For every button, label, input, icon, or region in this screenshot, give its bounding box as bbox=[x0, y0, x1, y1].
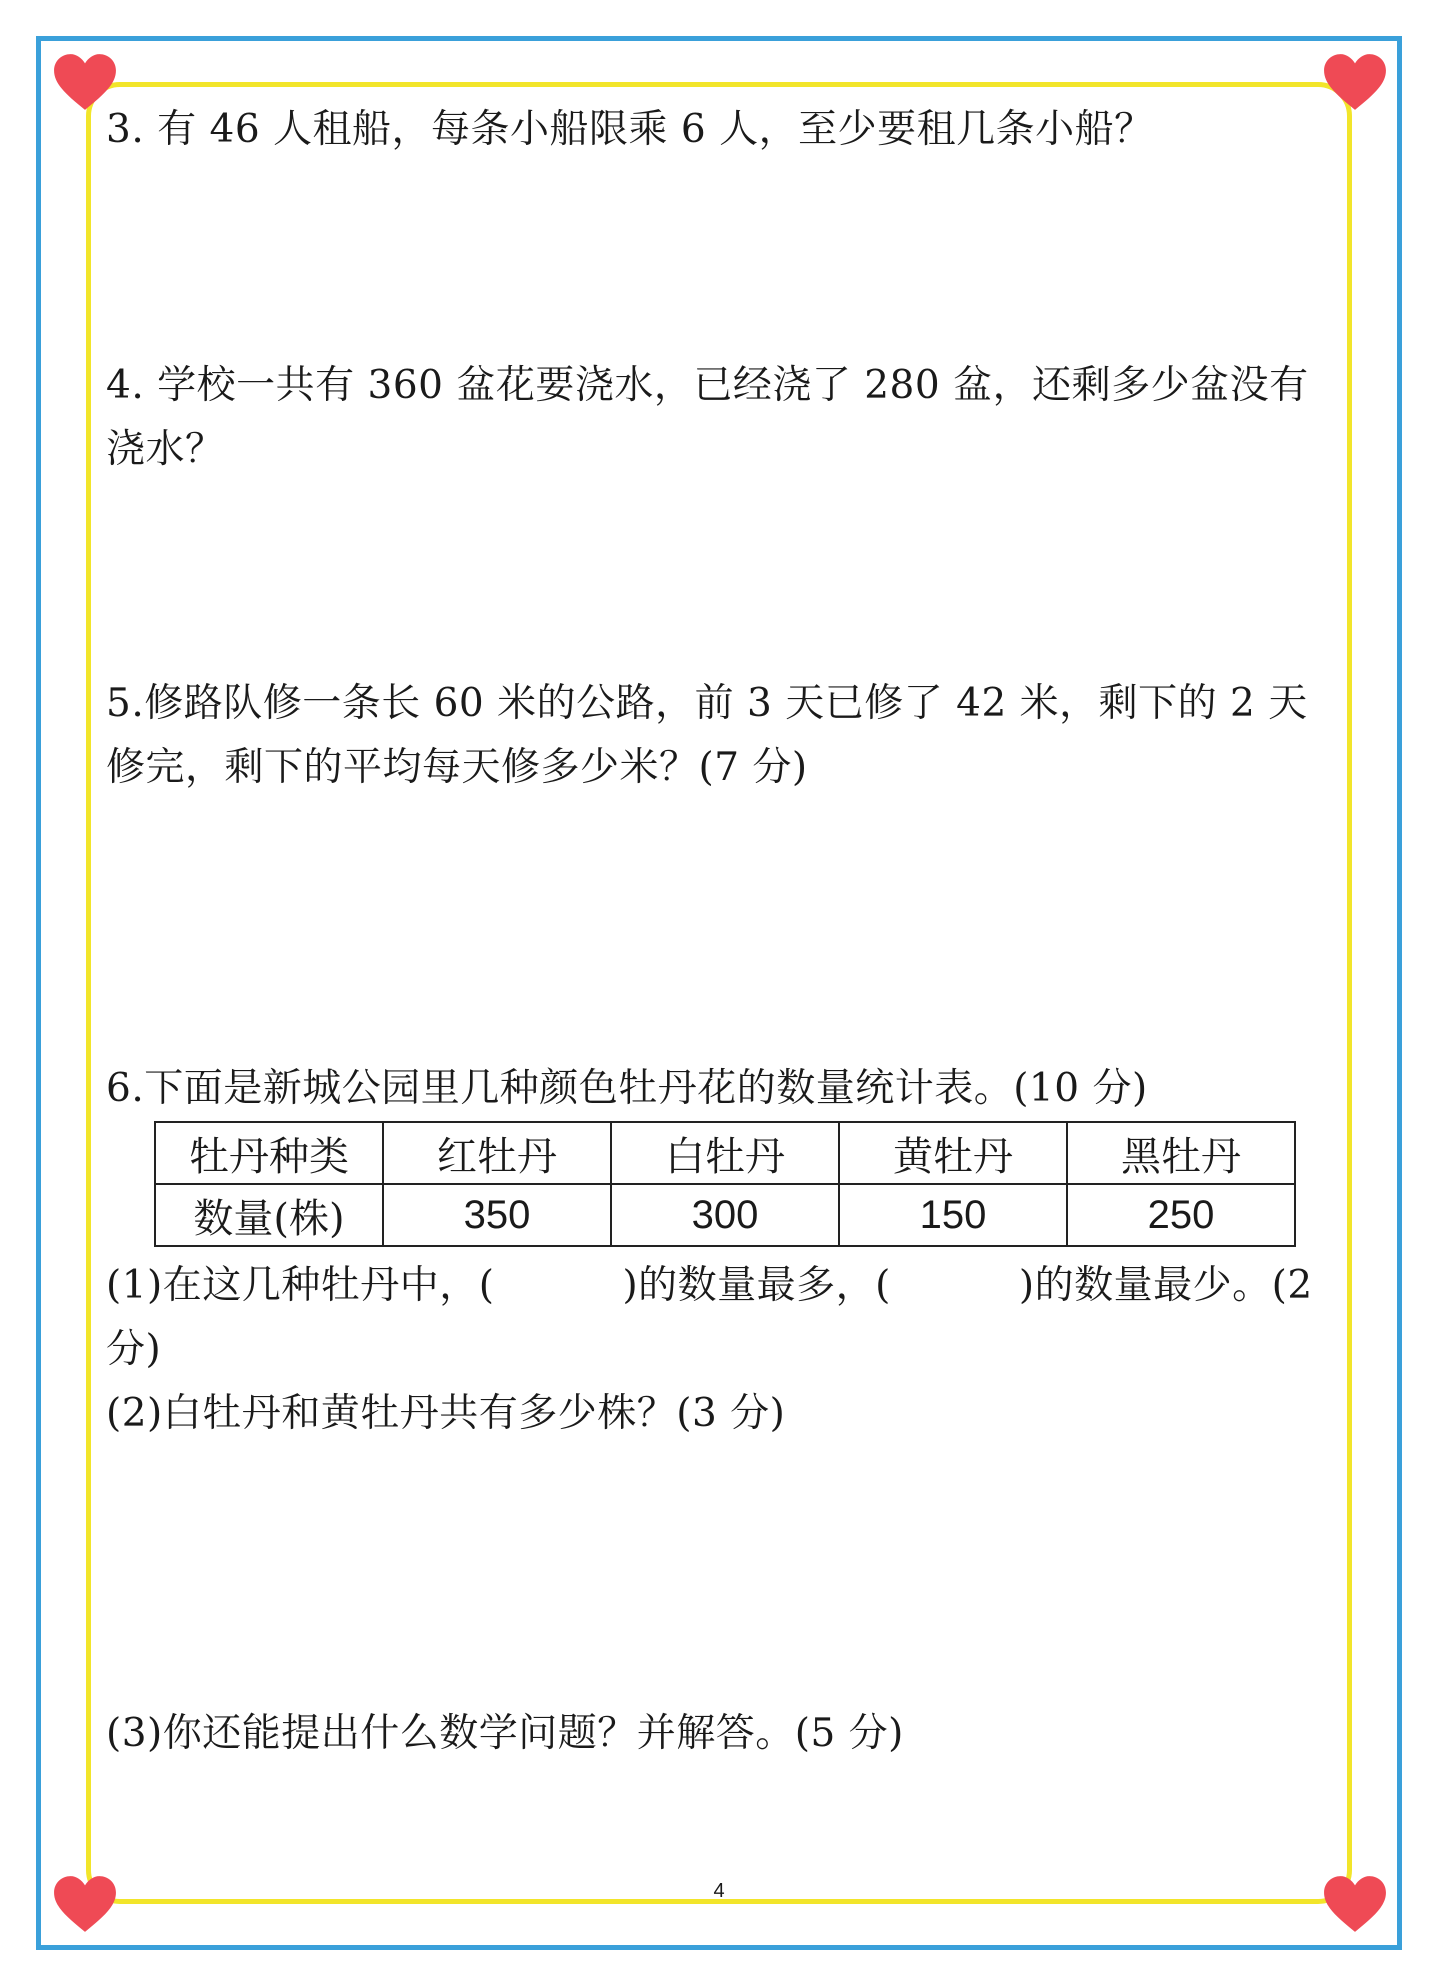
table-cell: 300 bbox=[611, 1184, 839, 1246]
table-cell: 150 bbox=[839, 1184, 1067, 1246]
question-3: 3. 有 46 人租船，每条小船限乘 6 人，至少要租几条小船？ bbox=[106, 107, 1154, 152]
table-header-row bbox=[155, 1122, 1295, 1184]
peony-count-table bbox=[154, 1121, 1296, 1247]
table-row-label: 数量(株) bbox=[155, 1184, 383, 1246]
table-header-cell: 黑牡丹 bbox=[1067, 1122, 1295, 1184]
table-cell: 350 bbox=[383, 1184, 611, 1246]
sub-question-2: (2)白牡丹和黄牡丹共有多少株？(3 分) bbox=[106, 1391, 786, 1436]
table-header-cell: 黄牡丹 bbox=[839, 1122, 1067, 1184]
page-number: 4 bbox=[713, 1880, 725, 1902]
sub-question-1 bbox=[106, 1254, 1336, 1382]
table-header-cell: 红牡丹 bbox=[383, 1122, 611, 1184]
sub-question-1-text: )的数量最少。(2 分) bbox=[106, 1263, 1313, 1372]
sub-question-3: (3)你还能提出什么数学问题？并解答。(5 分) bbox=[106, 1711, 904, 1756]
table-header-cell: 白牡丹 bbox=[611, 1122, 839, 1184]
question-6: 6.下面是新城公园里几种颜色牡丹花的数量统计表。(10 分) bbox=[106, 1066, 1148, 1111]
table-row bbox=[155, 1184, 1295, 1246]
question-4: 4. 学校一共有 360 盆花要浇水，已经浇了 280 盆，还剩多少盆没有浇水？ bbox=[106, 363, 1309, 472]
question-5: 5.修路队修一条长 60 米的公路，前 3 天已修了 42 米，剩下的 2 天修完，剩下的平均每天修多少米？(7 分) bbox=[106, 681, 1308, 790]
sub-question-1-text: (1)在这几种牡丹中，( bbox=[106, 1263, 495, 1308]
table-header-cell: 牡丹种类 bbox=[155, 1122, 383, 1184]
sub-question-1-text: )的数量最多，( bbox=[622, 1263, 891, 1308]
table-cell: 250 bbox=[1067, 1184, 1295, 1246]
